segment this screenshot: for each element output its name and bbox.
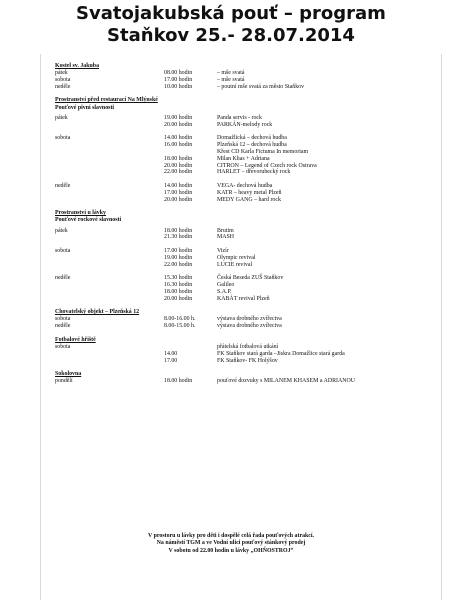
event-name: KATR – heavy metal Plzeň: [217, 189, 282, 196]
schedule-row: [55, 316, 425, 323]
event-time: 17.00 hodin: [164, 248, 193, 255]
event-name: LUCIE revival: [217, 261, 253, 268]
event-time: 20.00 hodin: [164, 121, 193, 128]
event-name: Galileo: [217, 282, 235, 289]
day-label: sobota: [55, 316, 71, 323]
day-label: neděle: [55, 323, 71, 330]
event-time: 20.00 hodin: [164, 162, 193, 169]
section-subheading: Pouťové pivní slavnosti: [55, 104, 115, 111]
schedule-row: [55, 84, 425, 91]
event-name: výstava drobného zvířectva: [217, 316, 282, 323]
event-time: 08.00 hodin: [164, 70, 193, 77]
day-label: pondělí: [55, 378, 73, 385]
event-name: Vizír: [217, 248, 229, 255]
event-time: 18.00 hodin: [164, 288, 193, 295]
footer-line: V prostoru u lávky pro děti i dospělé celá řada pouťových atrakcí.: [147, 533, 315, 539]
section-heading: Prostranství u lávky: [55, 210, 106, 217]
left-border-line: [40, 54, 41, 600]
event-name: Plzeňská 12 – dechová hudba: [217, 142, 287, 149]
event-time: 14.00: [164, 350, 178, 357]
day-label: sobota: [55, 135, 71, 142]
day-label: sobota: [55, 248, 71, 255]
schedule-row: [55, 190, 425, 197]
schedule-row: [55, 262, 425, 269]
event-time: 20.00 hodin: [164, 196, 193, 203]
event-time: 10.00 hodin: [164, 83, 193, 90]
schedule-row: [55, 77, 425, 84]
schedule-row: [55, 351, 425, 358]
event-time: 16.30 hodin: [164, 282, 193, 289]
schedule-row: [55, 169, 425, 176]
event-time: 16.00 hodin: [164, 142, 193, 149]
page-title: Svatojakubská pouť – program: [76, 3, 386, 24]
spacer: [55, 302, 425, 309]
event-name: KABÁT revival Plzeň: [217, 295, 270, 302]
section-heading: Prostranství před restaurací Na Mlýnské: [55, 97, 158, 104]
spacer: [55, 176, 425, 183]
schedule-row: [55, 163, 425, 170]
schedule-row: [55, 135, 425, 142]
event-name: FK Staňkov stará garda –Jiskra Domažlice stará garda: [217, 350, 345, 357]
event-name: CITRON – Legend of Czech rock Ostrava: [217, 162, 317, 169]
schedule-row: [55, 142, 425, 149]
event-time: 15.30 hodin: [164, 275, 193, 282]
event-time: 21.30 hodin: [164, 234, 193, 241]
schedule-row: [55, 70, 425, 77]
event-time: 19.00 hodin: [164, 114, 193, 121]
footer-line: Na náměstí TGM a ve Vodní ulici pouťový stánkový prodej: [156, 540, 306, 547]
event-time: 17.00: [164, 357, 178, 364]
event-time: 18.00 hodin: [164, 378, 193, 385]
event-name: MASH: [217, 234, 235, 241]
footer-notes: [0, 533, 462, 555]
schedule-row: [55, 115, 425, 122]
schedule-row: [55, 358, 425, 365]
section-heading: Fotbalové hřiště: [55, 336, 96, 343]
schedule-row: [55, 149, 425, 156]
day-label: pátek: [55, 114, 68, 121]
day-label: sobota: [55, 76, 71, 83]
day-label: pátek: [55, 227, 68, 234]
schedule-row: [55, 248, 425, 255]
event-time: 14.00 hodin: [164, 182, 193, 189]
page-subtitle: Staňkov 25.- 28.07.2014: [107, 25, 355, 46]
event-name: Milan Khas + Adriana: [217, 155, 270, 162]
event-time: 8.00-15.00 h.: [164, 323, 196, 330]
event-name: Panda servis - rock: [217, 114, 262, 121]
schedule-row: [55, 197, 425, 204]
right-border-line: [441, 54, 442, 600]
event-time: 18.00 hodin: [164, 155, 193, 162]
event-name: Křest CD Karla Fictuma In memoriam: [217, 148, 309, 155]
day-label: neděle: [55, 182, 71, 189]
event-time: 8.00-16.00 h.: [164, 316, 196, 323]
schedule-row: [55, 228, 425, 235]
event-name: MEDY GANG – hard rock: [217, 196, 281, 203]
section-heading: Kostel sv. Jakuba: [55, 63, 100, 69]
event-time: 22.00 hodin: [164, 261, 193, 268]
event-name: Česká Beseda ZUŠ Staňkov: [217, 275, 284, 282]
event-name: Domažlická – dechová hudba: [217, 135, 287, 142]
schedule-row: [55, 156, 425, 163]
schedule-row: [55, 183, 425, 190]
schedule-row: [55, 282, 425, 289]
event-name: – mše svatá: [217, 70, 245, 77]
program-content: [55, 63, 425, 385]
spacer: [55, 203, 425, 210]
footer-line: V sobotu od 22.00 hodin u lávky „OHŇOSTROJ“: [168, 547, 294, 554]
section-heading: Sokolovna: [55, 371, 82, 378]
day-label: neděle: [55, 275, 71, 282]
spacer: [55, 241, 425, 248]
event-name: – poutní mše svatá za město Staňkov: [217, 83, 305, 90]
day-label: neděle: [55, 83, 71, 90]
event-time: 22.00 hodin: [164, 169, 193, 176]
event-time: 19.00 hodin: [164, 254, 193, 261]
spacer: [55, 364, 425, 371]
spacer: [55, 129, 425, 136]
event-name: FK Staňkov- FK Holýšov: [217, 357, 278, 364]
event-name: PARKÁN-melody rock: [217, 121, 273, 128]
schedule-row: [55, 275, 425, 282]
schedule-row: [55, 378, 425, 385]
section-subheading: Pouťové rockové slavnosti: [55, 217, 122, 224]
event-name: výstava drobného zvířectva: [217, 323, 282, 330]
event-time: 17.00 hodin: [164, 76, 193, 83]
schedule-row: [55, 255, 425, 262]
section-heading: Chovatelský objekt – Plzeňská 12: [55, 309, 140, 316]
event-time: 20.00 hodin: [164, 295, 193, 302]
schedule-row: [55, 323, 425, 330]
schedule-row: [55, 296, 425, 303]
event-name: S.A.P.: [217, 288, 232, 295]
schedule-row: [55, 122, 425, 129]
event-name: Olympic revival: [217, 254, 256, 261]
event-name: přátelská fotbalová utkání: [217, 344, 279, 351]
event-name: – mše svatá: [217, 76, 245, 83]
day-label: pátek: [55, 70, 68, 77]
event-time: 18.00 hodin: [164, 227, 193, 234]
event-time: 14.00 hodin: [164, 135, 193, 142]
event-name: Brutim: [217, 227, 234, 234]
event-name: pouťové dozvuky s MILANEM KHASEM a ADRIANOU: [217, 378, 355, 385]
schedule-row: [55, 289, 425, 296]
day-label: sobota: [55, 344, 71, 351]
event-name: VEGA- dechová hudba: [217, 182, 273, 189]
event-time: 17.00 hodin: [164, 189, 193, 196]
schedule-row: [55, 234, 425, 241]
event-name: HARLET – dřevorubecký rock: [217, 169, 291, 176]
spacer: [55, 330, 425, 337]
schedule-row: [55, 344, 425, 351]
spacer: [55, 91, 425, 98]
